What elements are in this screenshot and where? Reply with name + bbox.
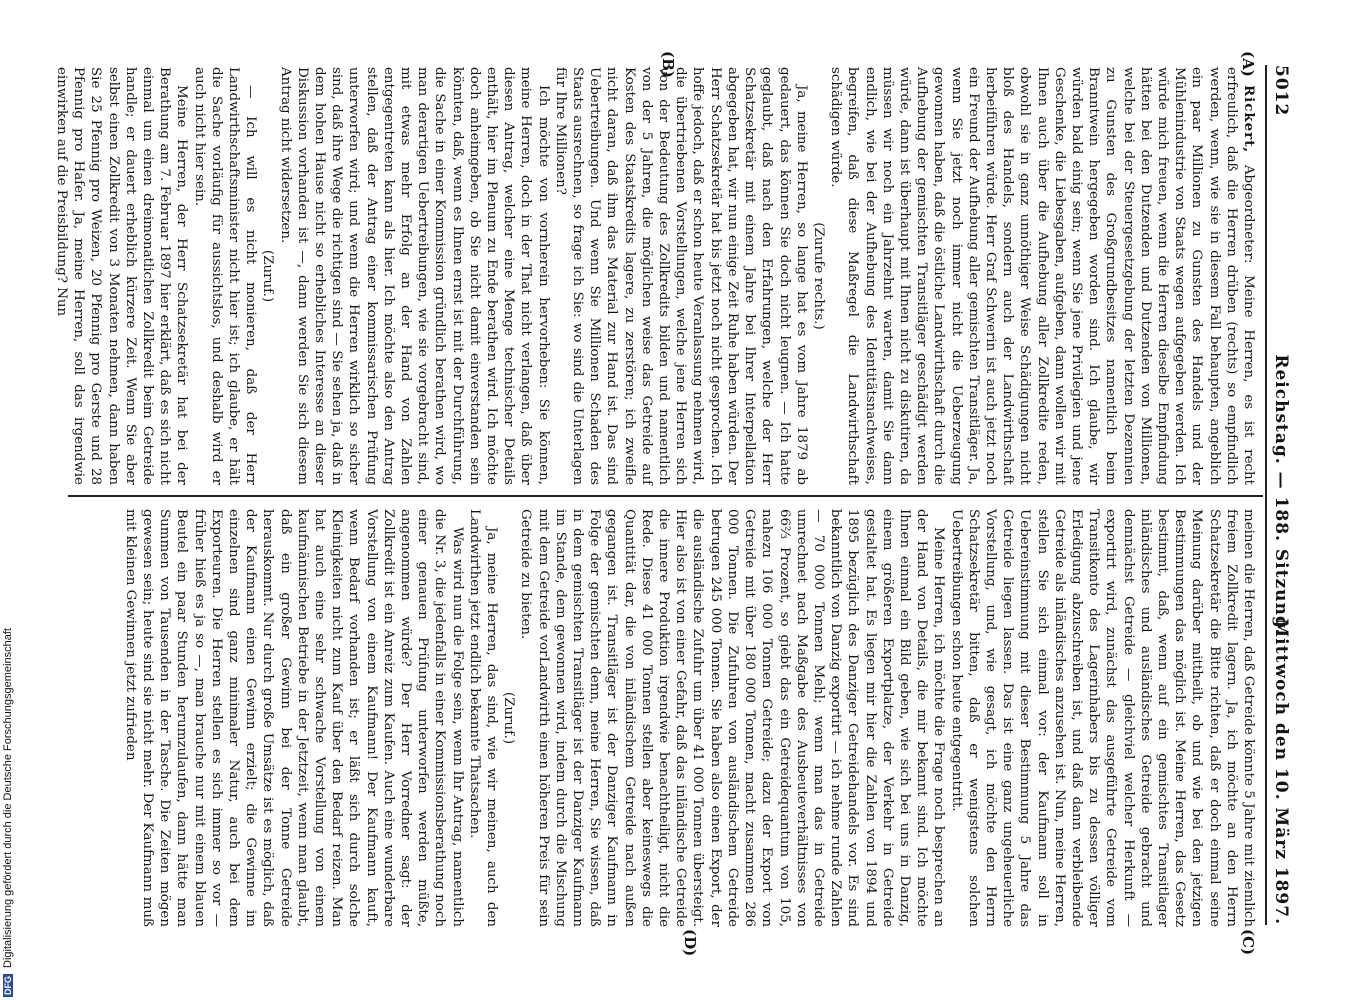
digitization-footer (0, 0, 18, 1000)
session-date: Mittwoch den 10. März 1897. (1271, 618, 1291, 925)
page-header (1267, 65, 1293, 925)
speech-paragraph: Ja, meine Herren, das sind, wie wir meinen, auch den Landwirthen jetzt endlich bekannte Thatsachen. (466, 509, 500, 927)
dfg-logo: DFG (3, 976, 14, 995)
interjection: (Zuruf.) (501, 691, 517, 745)
paragraph-text: Abgeordneter: Meine Herren, es ist recht erfreulich, daß die Herren drüben (rechts) so empfindlich werden, wenn, wie sie in diesem Fall behaupten, angeblich ein paar Millionen zu Gunsten des Handels und der Mühlenindustrie von Staats wegen aufgegeben werden. Ich würde mich freuen, wenn die Herren dieselbe Empfindung hätten bei den Dutzenden und Dutzenden von Millionen, welche bei der Steuergesetzgebung der letzten Dezennien zu Gunsten des Großgrundbesitzes namentlich beim Branntwein hergegeben worden sind. Ich glaube, wir würden bald einig sein; wenn Sie jene Privilegien und jene Geschenke, die Liebesgaben, aufgeben, dann wollen wir mit Ihnen auch über die Aufhebung aller Zollkredite reden, obwohl sie in ganz unnöthiger Weise Schädigungen nicht bloß des Handels, sondern auch der Landwirthschaft herbeiführen würde. Herr Graf Schwerin ist auch jetzt noch ein Freund der Aufhebung aller gemischten Transitläger. Ja, wenn Sie jetzt noch immer nicht die Ueberzeugung gewonnen haben, daß die östliche Landwirthschaft durch die Aufhebung der gemischten Transitläger geschädigt werden würde, dann ist überhaupt mit Ihnen nicht zu diskutiren, da müssen wir noch ein Jahrzehnt warten, damit Sie dann endlich, wie bei der Aufhebung des Identitätsnachweises, begreifen, daß diese Maßregel die Landwirthschaft schädigen würde. (828, 67, 1256, 485)
footer-text-line (2, 628, 14, 997)
page-number: 5012 (1271, 65, 1291, 117)
interjection: (Zurufe rechts.) (810, 222, 826, 330)
speech-paragraph: meinen die Herren, daß Getreide könnte 5 Jahre mit ziemlich freiem Zollkredit lagern. Ja, ich möchte an den Herrn Schatzsekretär die Bitte richten, daß er doch einmal seine Meinung darüber mittheilt, ob und wie bei den jetzigen Bestimmungen das möglich ist. Meine Herren, das Gesetz bestimmt, daß, wenn auf ein gemischtes Transitlager inländisches und ausländisches Getreide gebracht und demnächst Getreide — gleichviel welcher Herkunft — exportirt wird, zunächst das ausgeführte Getreide vom Transitkonto des Lagerinhabers bis zu dessen völliger Erledigung abzuschreiben ist, und daß dann verbleibende Getreide als inländisches anzusehen ist. Nun, meine Herren, stellen Sie sich einmal vor: der Kaufmann soll in Uebereinstimmung mit dieser Bestimmung 5 Jahre das Getreide liegen lassen. Das ist eine ganz ungeheuerliche Vorstellung, und, wie gesagt, ich möchte den Herrn Schatzsekretär bitten, daß er wenigstens solchen Uebertreibungen schon heute entgegentritt. (948, 509, 1256, 927)
rotated-page (53, 51, 1293, 957)
footer-credit: Digitalisierung gefördert durch die Deutsche Forschungsgemeinschaft (2, 628, 14, 968)
margin-marker-c: (C) (1239, 929, 1257, 956)
speech-paragraph: Was wird nun die Folge sein, wenn Ihr Antrag, namentlich die Nr. 3, die jedenfalls in einer Kommissionsberathung noch einer genauen Prüfung unterworfen werden müßte, angenommen würde? Der Herr Vorredner sagt: der Zollkredit ist ein Anreiz zum Kaufen. Auch eine wunderbare Vorstellung von einem Kaufmann! Der Kaufmann kauft, wenn Bedarf vorhanden ist; er läßt sich durch solche Kleinigkeiten nicht zum Kauf über den Bedarf reizen. Man hat auch eine sehr schwache Vorstellung von einem kaufmännischen Betriebe in der Jetztzeit, wenn man glaubt, daß ein großer Gewinn bei der Tonne Getreide herauskommt. Nur durch große Umsätze ist es möglich, daß der Kaufmann einen Gewinn erzielt; die Gewinne im einzelnen sind ganz minimaler Natur, auch bei dem Exporteuren. Die Herren stellen es sich immer so vor — früher hieß es ja so —, man brauche nur mit einem blauen Beutel ein paar Stunden herumzulaufen, dann hätte man Summen von Tausenden in der Tasche. Die Zeiten mögen gewesen sein; heute sind sie nicht mehr. Der Kaufmann muß mit kleinen Gewinnen jetzt zufrieden (122, 509, 465, 927)
header-rule (1265, 65, 1267, 925)
speech-paragraph: Ja, meine Herren, so lange hat es vom Jahre 1879 ab gedauert, das können Sie doch nicht leugnen. — Ich hatte geglaubt, daß nach den Erfahrungen, welche der Herr Schatzsekretär mit einem Jahre bei Ihrer Interpellation abgegeben hat, wir nun einige Zeit Ruhe haben würden. Der Herr Schatzsekretär hat bis jetzt noch nicht gesprochen. Ich hoffe jedoch, daß er schon heute Veranlassung nehmen wird, die übertriebenen Vorstellungen, welche jene Herren sich von der Bedeutung des Zollkredits bilden und namentlich von der 5 Jahren, die möglichen weise das Getreide auf Kosten des Staatskredits lagere, zu zerstören; ich zweifle nicht daran, daß ihm das Material zur Hand ist. Das sind Uebertreibungen. Und wenn Sie Millionen Schaden des Staats ausrechnen, so frage ich Sie: wo sind die Unterlagen für Ihre Millionen? (552, 67, 809, 485)
margin-marker-b: (B) (659, 51, 677, 78)
speech-paragraph (827, 67, 1257, 485)
interjection: (Zuruf.) (260, 249, 276, 303)
column-divider (68, 495, 1263, 497)
speech-paragraph: Meine Herren, der Herr Schatzsekretär hat bei der Berathung am 7. Februar 1897 hier erklärt, daß es sich nicht einmal um einen dreimonatlichen Zollkredit beim Getreide handle; er dauert erheblich kürzere Zeit. Wenn Sie aber selbst einen Zollkredit von 3 Monaten nehmen, dann haben Sie 25 Pfennig pro Weizen, 20 Pfennig pro Gerste und 28 Pfennig pro Hafer. Ja, meine Herren, soll das irgendwie einwirken auf die Preisbildung? Nun (53, 67, 190, 485)
right-column (67, 509, 1257, 927)
speaker-name: Rickert, (1241, 85, 1257, 154)
speech-paragraph: Ich möchte von vornherein hervorheben: Sie können, meine Herren, doch in der That nicht verlangen, daß über diesen Antrag, welcher eine Menge technischer Details enthält, hier im Plenum zu Ende berathen wird. Ich möchte doch anheimgeben, ob Sie nicht damit einverstanden sein könnten, daß, wenn es Ihnen ernst ist mit der Durchführung, die Sache in einer Kommission gründlich berathen wird, wo man derartigen Uebertreibungen, wie sie vorgebracht sind, mit etwas mehr Erfolg an der Hand von Zahlen entgegentreten kann als hier. Ich möchte also den Antrag stellen, daß der Antrag einer kommissarischen Prüfung unterworfen wird; und wenn die Herren wirklich so sicher sind, daß ihre Wege die richtigen sind — Sie sehen ja, daß in dem hohen Hause nicht so erhebliches Interesse an dieser Diskussion vorhanden ist —, dann werden Sie sich diesem Antrag nicht widersetzen. (277, 67, 551, 485)
margin-marker-a: (A) (1239, 51, 1257, 77)
margin-marker-d: (D) (681, 929, 699, 957)
speech-paragraph: Meine Herren, ich möchte die Frage noch besprechen an der Hand von Details, die mir bekannt sind. Ich möchte Ihnen einmal ein Bild geben, wie sich bei uns in Danzig, einem größeren Exportplatze, der Verkehr in Getreide gestaltet hat. Es liegen mir hier die Zahlen von 1894 und 1895 bezüglich des Danziger Getreidehandels vor. Es sind bekanntlich von Danzig exportirt — ich nehme runde Zahlen — 70 000 Tonnen Mehl; wenn man das in Getreide umrechnet nach Maßgabe des Ausbeuteverhältnisses von 66⅔ Prozent, so giebt das ein Getreidequantum von 105, nahezu 106 000 Tonnen Getreide; dazu der Export von Getreide mit über 180 000 Tonnen, macht zusammen 286 000 Tonnen. Die Zufuhren von ausländischem Getreide betrugen 245 000 Tonnen. Sie haben also einen Export, der die ausländische Zufuhr um über 41 000 Tonnen übersteigt. Hier also ist von einer Gefahr, daß das inländische Getreide die innere Produktion irgendwie benachtheiligt, nicht die Rede. Diese 41 000 Tonnen stellen aber keineswegs die Quantität dar, die von inländischem Getreide nach außen gegangen ist. Transitläger ist der Danziger Kaufmann in Folge der gemischten denn, meine Herren, Sie wissen, daß in dem gemischten Transitläger ist der Danziger Kaufmann im Stande, dem gewonnen wird, indem durch die Mischung mit dem Getreide vorLandwirth einen höheren Preis für sein Getreide zu bieten. (518, 509, 947, 927)
session-title: Reichstag. — 188. Sitzung. (1271, 354, 1291, 636)
left-column (53, 67, 1257, 485)
speech-paragraph: — Ich will es nicht monieren, daß der Herr Landwirthschaftsminister nicht hier ist; ich glaube, er hält die Sache vorläufig für aussichtslos, und deshalb wird er auch nicht hier sein. (191, 67, 259, 485)
